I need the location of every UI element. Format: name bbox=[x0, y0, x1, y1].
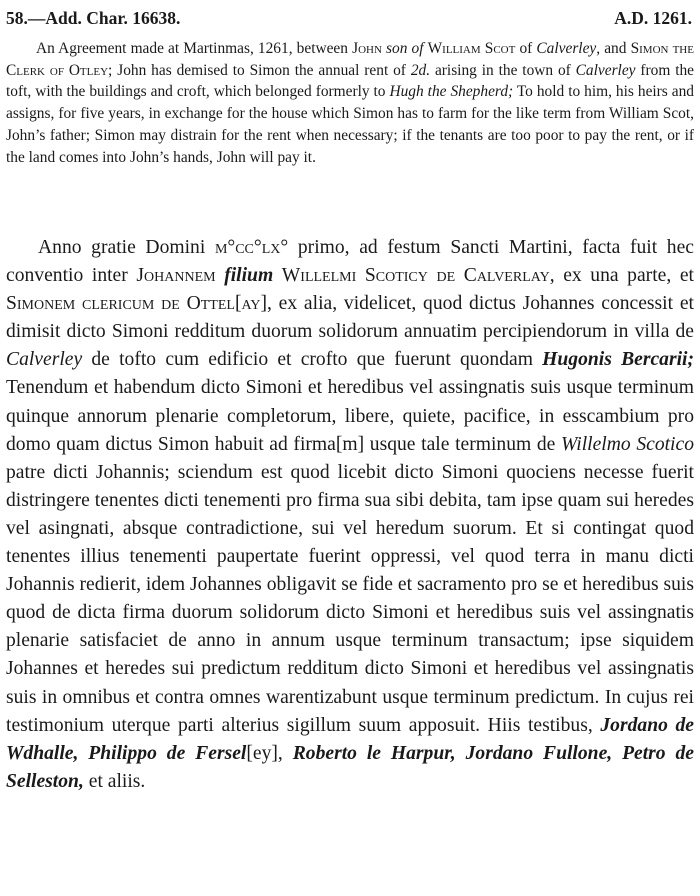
charter-text: Anno gratie Domini bbox=[38, 237, 215, 258]
charter-text: [ey], bbox=[246, 742, 293, 764]
abstract-italic: Hugh the Shepherd; bbox=[389, 83, 514, 101]
abstract-text: of bbox=[515, 40, 537, 57]
charter-header bbox=[6, 5, 692, 31]
abstract-name: John bbox=[352, 40, 382, 57]
charter-text: de tofto cum edificio et crofto que fuerunt quondam bbox=[82, 349, 543, 371]
charter-name: Willelmi Scoticy de Calverlay bbox=[281, 265, 550, 287]
latin-charter-text bbox=[6, 234, 694, 796]
abstract-paragraph bbox=[6, 38, 694, 168]
abstract-name: William Scot bbox=[427, 40, 516, 57]
abstract-text: To hold to him, his heirs and assigns, for five years, in exchange for the house which Simon has to farm for the like term from William Scot, John’s father; Simon may distrain for the rent when necessary; if the tenants are too poor to pay the rent, or if the land comes into John’s hands, John will pay it. bbox=[6, 83, 694, 166]
abstract-text: arising in the town of bbox=[430, 61, 576, 79]
charter-name: Simonem clericum de Ottel bbox=[6, 293, 235, 315]
charter-text: ], ex alia, videlicet, quod dictus Johannes concessit et dimisit dicto Simoni redditum duorum solidorum annuatim percipiendorum in villa de bbox=[6, 293, 694, 343]
charter-text bbox=[216, 265, 225, 286]
charter-italic: filium bbox=[224, 265, 274, 287]
charter-name: ay bbox=[241, 293, 261, 315]
abstract-text: , and bbox=[596, 40, 631, 57]
abstract-italic: son of bbox=[386, 40, 424, 57]
charter-text: , ex una parte, et bbox=[549, 265, 694, 287]
charter-text: patre dicti Johannis; sciendum est quod licebit dicto Simoni quociens necesse fuerit distringere tenentes dicti tenementi pro firma sua sibi debita, tam ipse quam sui heredes vel asingnati, absque contradictione, sui vel heredum suorum. Et si contingat quod tenentes illius tenementi paupertate fuerint oppressi, vel quod terra in manu dicti Johannis redierit, idem Johannes obligavit se fide et sacramento pro se et heredibus suis quod de dicta firma duorum solidorum dicto Simoni et heredibus suis vel assingnatis plenarie satisfaciet de anno in annum usque terminum transactum; ipse siquidem Johannes et heredes sui predictum redditum dicto Simoni et heredibus vel assingnatis suis in omnibus et contra omnes warentizabunt usque terminum predictum. In cujus rei testimonium uterque parti alterius sigillum suum apposuit. Hiis testibus, bbox=[6, 461, 694, 736]
charter-text: Tenendum et habendum dicto Simoni et heredibus vel assingnatis suis usque terminum quinque annorum plenarie completorum, libere, quiete, pacifice, in esscambium pro domo quam dictus Simon habuit ad firma[m] usque tale terminum de bbox=[6, 377, 694, 455]
charter-paragraph bbox=[6, 234, 694, 796]
charter-witnesses: Roberto le Harpur, Jordano Fullone, Petro de Selleston, bbox=[6, 742, 695, 792]
english-abstract bbox=[6, 38, 694, 168]
charter-text bbox=[273, 265, 282, 286]
charter-date: A.D. 1261. bbox=[614, 8, 692, 28]
abstract-italic: 2d. bbox=[410, 61, 431, 79]
charter-name: Johannem bbox=[136, 265, 216, 287]
charter-text: [ bbox=[234, 293, 242, 315]
abstract-text: ; John has demised to Simon the annual rent of bbox=[108, 61, 411, 79]
abstract-place: Calverley bbox=[575, 61, 636, 79]
abstract-name: Simon the Clerk of Otley bbox=[6, 40, 694, 79]
charter-date-numeral: m°cc°lx° bbox=[214, 237, 289, 258]
charter-italic: Willelmo Scotico bbox=[561, 433, 694, 455]
abstract-text: from the toft, with the buildings and croft, which belonged formerly to bbox=[6, 61, 694, 101]
abstract-text: An Agreement made at Martinmas, 1261, between bbox=[36, 40, 353, 57]
charter-text: et aliis. bbox=[83, 770, 146, 792]
charter-italic: Hugonis Bercarii; bbox=[542, 349, 694, 371]
charter-place: Calverley bbox=[6, 349, 83, 371]
charter-text: primo, ad festum Sancti Martini, facta fuit hec conventio inter bbox=[6, 237, 694, 287]
charter-witnesses: Jordano de Wdhalle, Philippo de Fersel bbox=[6, 714, 695, 764]
abstract-place: Calverley bbox=[536, 40, 597, 57]
charter-number: 58.—Add. Char. 16638. bbox=[6, 8, 181, 28]
